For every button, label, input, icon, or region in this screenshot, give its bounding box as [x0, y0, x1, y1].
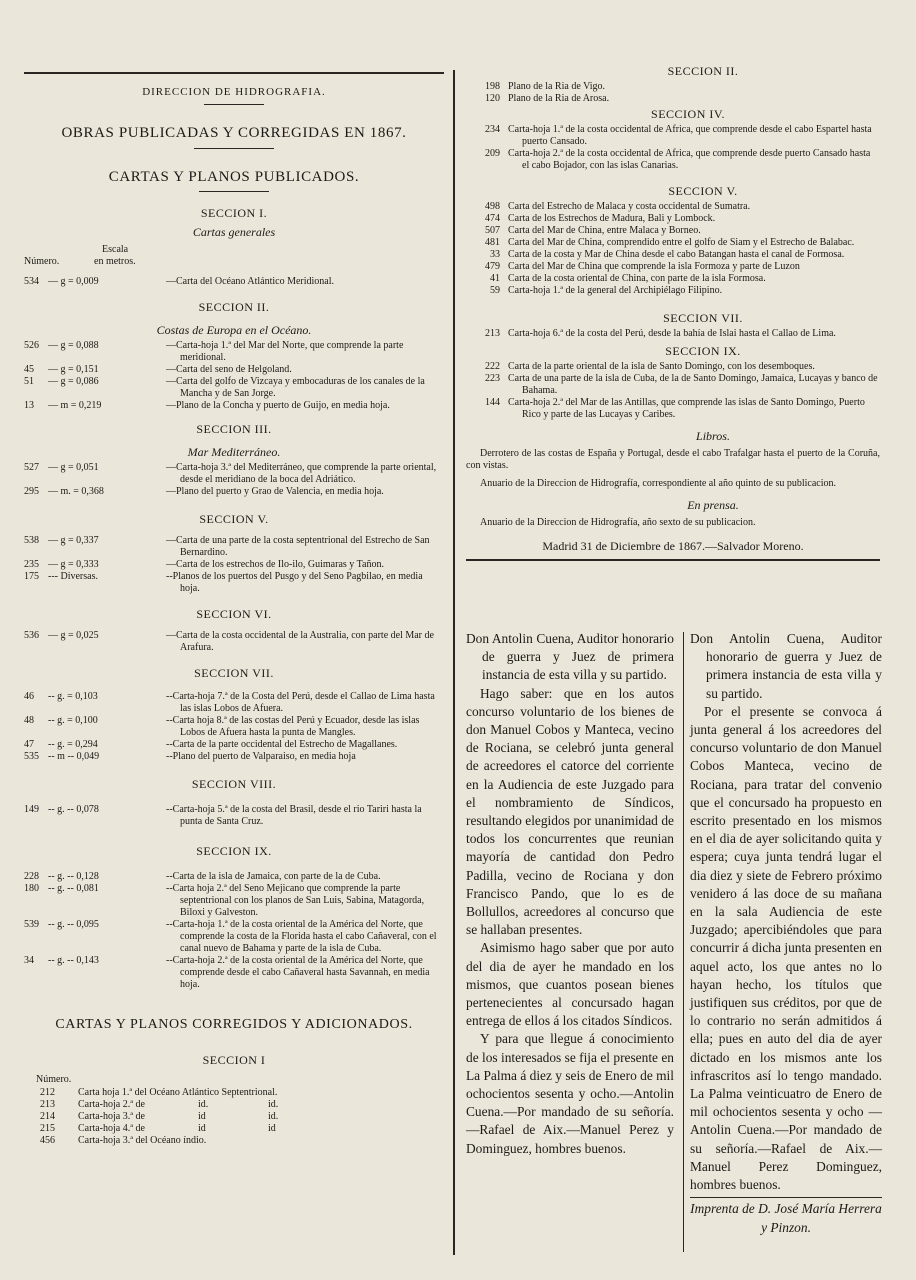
list-item: 235 — g = 0,333 —Carta de los estrechos de Ilo-ilo, Guimaras y Tañon.	[24, 559, 384, 570]
libros-2: Anuario de la Direccion de Hidrografía, correspondiente al año quinto de su publicacion.	[480, 478, 836, 489]
col-metros: en metros.	[94, 256, 136, 267]
edict-column-2	[690, 630, 882, 1237]
top-rule-left	[24, 72, 444, 74]
list-item: 41 Carta de la costa oriental de China, con parte de la isla Formosa.	[490, 273, 766, 284]
entry-list-s1	[24, 276, 444, 288]
section-title: SECCION II.	[667, 64, 739, 78]
list-item: 479 Carta del Mar de China que comprende la isla Formoza y parte de Luzon	[485, 261, 800, 272]
list-item: 209 Carta-hoja 2.ª de la costa occidental de Africa, que comprende desde puerto Cansado hasta el cabo Bojador, con las islas Canarias.	[485, 148, 871, 171]
cartas-title: CARTAS Y PLANOS PUBLICADOS.	[108, 169, 360, 185]
entry-list-s9	[24, 871, 444, 991]
list-item: 228 -- g. -- 0,128 --Carta de la isla de Jamaica, con parte de la de Cuba.	[24, 871, 381, 882]
edict-paragraph: Hago saber: que en los autos concurso voluntario de los bienes de don Manuel Cobos y Manteca, vecino de Rociana, se celebró junta general de acreedores el catorce del corriente en la Audiencia de este Juzgado para el nombramiento de Síndicos, resultando elegidos por unanimidad de todos los concurrentes que reunian mayoría de cantidad don Pedro Padilla, vecino de Rociana y don Francisco Pando, que lo es de Bollullos, acreedores al concurso que se hallaban presentes.	[466, 685, 674, 938]
list-item: 51 — g = 0,086 —Carta del golfo de Vizcaya y embocaduras de los canales de la Mancha y de San Jorge.	[24, 376, 425, 399]
list-item: 120 Plano de la Ria de Arosa.	[485, 93, 610, 104]
col-escala: Escala	[102, 244, 129, 255]
edict-heading: Don Antolin Cuena, Auditor honorario de guerra y Juez de primera instancia de esta villa y su partido.	[466, 631, 674, 683]
list-item: 34 -- g. -- 0,143 --Carta-hoja 2.ª de la costa oriental de la América del Norte, que comprende desde el cabo Cañaveral hasta Savannah, en media hoja.	[24, 955, 430, 990]
left-column	[24, 80, 444, 1147]
right-column	[466, 64, 880, 561]
section-title: SECCION IX.	[665, 344, 741, 358]
list-item: 198 Plano de la Ria de Vigo.	[485, 81, 605, 92]
entry-list-s3	[24, 462, 444, 498]
entry-list-s5	[24, 535, 444, 595]
corr-table	[24, 1087, 444, 1147]
entry-list-s8	[24, 804, 444, 828]
entry-list-r2	[466, 81, 880, 105]
corregidos-title: CARTAS Y PLANOS CORREGIDOS Y ADICIONADOS.	[55, 1017, 413, 1032]
list-item: 538 — g = 0,337 —Carta de una parte de la costa septentrional del Estrecho de San Bernardino.	[24, 535, 430, 558]
column-divider-edicts	[683, 632, 684, 1252]
list-item: 526 — g = 0,088 —Carta-hoja 1.ª del Mar del Norte, que comprende la parte meridional.	[24, 340, 404, 363]
ornament-rule	[199, 191, 269, 192]
section-title: SECCION VII.	[194, 666, 274, 680]
section-title: SECCION III.	[196, 422, 272, 436]
section-title: SECCION IX.	[196, 844, 272, 858]
edict-paragraph: Asimismo hago saber que por auto del dia de ayer he mandado en los mismos, que cuantos posean bienes pertenecientes al concursado hagan entrega de ellos á los citados Síndicos.	[466, 940, 674, 1029]
list-item: 59 Carta-hoja 1.ª de la general del Archipiélago Filipino.	[490, 285, 723, 296]
obras-title: OBRAS PUBLICADAS Y CORREGIDAS EN 1867.	[61, 125, 407, 141]
list-item: 222 Carta de la parte oriental de la isla de Santo Domingo, con los desemboques.	[485, 361, 815, 372]
table-row: 212 Carta hoja 1.ª del Océano Atlántico Septentrional.	[40, 1087, 278, 1098]
list-item: 234 Carta-hoja 1.ª de la costa occidental de Africa, que comprende desde el cabo Espartel hasta puerto Cansado.	[485, 124, 872, 147]
entry-list-s7	[24, 691, 444, 763]
list-item: 535 -- m -- 0,049 --Plano del puerto de Valparaiso, en media hoja	[24, 751, 356, 762]
prensa-1: Anuario de la Direccion de Hidrografía, año sexto de su publicacion.	[480, 517, 756, 528]
prensa-title: En prensa.	[687, 498, 739, 512]
separator-rule	[466, 559, 880, 561]
list-item: 33 Carta de la costa y Mar de China desde el cabo Batangan hasta el canal de Formosa.	[490, 249, 845, 260]
section-subtitle: Cartas generales	[192, 225, 276, 239]
libros-title: Libros.	[696, 429, 730, 443]
list-item: 295 — m. = 0,368 —Plano del puerto y Grao de Valencia, en media hoja.	[24, 486, 384, 497]
list-item: 45 — g = 0,151 —Carta del seno de Helgoland.	[24, 364, 292, 375]
list-item: 481 Carta del Mar de China, comprendido entre el golfo de Siam y el Estrecho de Balabac.	[485, 237, 855, 248]
signature-line: Madrid 31 de Diciembre de 1867.—Salvador Moreno.	[542, 539, 804, 553]
section-subtitle: Costas de Europa en el Océano.	[156, 323, 312, 337]
entry-list-r9	[466, 361, 880, 421]
section-title: SECCION VIII.	[191, 777, 277, 791]
section-title: SECCION IV.	[651, 107, 725, 121]
section-title: SECCION II.	[198, 300, 270, 314]
corr-col-numero: Número.	[36, 1074, 72, 1085]
list-item: 175 --- Diversas. --Planos de los puertos del Pusgo y del Seno Pagbilao, en media hoja.	[24, 571, 423, 594]
ornament-rule	[204, 104, 264, 105]
section-subtitle: Mar Mediterráneo.	[187, 445, 281, 459]
entry-list-s6	[24, 630, 444, 654]
list-item: 48 -- g. = 0,100 --Carta hoja 8.ª de las costas del Perú y Ecuador, desde las islas Lobos de Afuera hasta la punta de Mangles.	[24, 715, 420, 738]
list-item: 498 Carta del Estrecho de Malaca y costa occidental de Sumatra.	[485, 201, 751, 212]
edict-heading: Don Antolin Cuena, Auditor honorario de guerra y Juez de primera instancia de esta villa y su partido.	[690, 631, 882, 701]
list-item: 536 — g = 0,025 —Carta de la costa occidental de la Australia, con parte del Mar de Arafura.	[24, 630, 434, 653]
entry-list-r5	[466, 201, 880, 297]
list-item: 534 — g = 0,009 —Carta del Océano Atlántico Meridional.	[24, 276, 335, 287]
column-headers	[24, 244, 444, 270]
edict-paragraph: Por el presente se convoca á junta general á los acreedores del concurso voluntario de don Manuel Cobos Manteca, vecino de Rociana, para tratar del convenio que el concursado ha propuesto en escrito presentado en los mismos en el dia de ayer solicitando quita y espera; cuya junta tendrá lugar el dia diez y siete de Febrero próximo venidero á las doce de su mañana en la sala Audiencia de este Juzgado; apercibiéndoles que para concurrir á dicha junta presenten en aquel acto, los que antes no lo hayan hecho, los títulos que justifiquen sus créditos, por que de lo contrario no serán admitidos á ella; pues en auto del dia de ayer dictado en los mismos ante los infrascritos así lo tengo mandado. La Palma veinticuatro de Enero de mil ochocientos sesenta y ocho —Antolin Cuena.—Por mandado de su señoría.—Rafael de Aix.—Manuel Perez Dominguez, hombres buenos.	[690, 703, 882, 1193]
table-row: 456 Carta-hoja 3.ª del Océano índio.	[40, 1135, 207, 1146]
header-direccion: DIRECCION DE HIDROGRAFIA.	[142, 86, 326, 98]
list-item: 46 -- g. = 0,103 --Carta-hoja 7.ª de la Costa del Perú, desde el Callao de Lima hasta las islas Lobos de Afuera.	[24, 691, 435, 714]
list-item: 13 — m = 0,219 —Plano de la Concha y puerto de Guijo, en media hoja.	[24, 400, 390, 411]
imprenta-credit: Imprenta de D. José María Herrera y Pinzon.	[690, 1201, 882, 1235]
section-title: SECCION VII.	[663, 311, 743, 325]
table-row: 215 Carta-hoja 4.ª de id id	[40, 1123, 276, 1134]
section-title: SECCION V.	[668, 184, 738, 198]
list-item: 47 -- g. = 0,294 --Carta de la parte occidental del Estrecho de Magallanes.	[24, 739, 398, 750]
entry-list-r7	[466, 328, 880, 340]
column-divider-main	[453, 70, 455, 1255]
entry-list-r4	[466, 124, 880, 172]
section-title: SECCION I	[202, 1053, 266, 1067]
section-title: SECCION V.	[199, 512, 269, 526]
ornament-rule	[194, 148, 274, 149]
libros-1: Derrotero de las costas de España y Portugal, desde el cabo Trafalgar hasta el puerto de la Coruña, con vistas.	[466, 448, 880, 471]
col-numero: Número.	[24, 256, 60, 267]
separator-rule	[690, 1197, 882, 1198]
list-item: 213 Carta-hoja 6.ª de la costa del Perú, desde la bahía de Islai hasta el Callao de Lima.	[485, 328, 836, 339]
entry-list-s2	[24, 340, 444, 412]
list-item: 144 Carta-hoja 2.ª del Mar de las Antillas, que comprende las islas de Santo Domingo, Puerto Rico y parte de las Lucayas y Caribes.	[485, 397, 865, 420]
edict-paragraph: Y para que llegue á conocimiento de los interesados se fija el presente en La Palma á diez y seis de Enero de mil ochocientos sesenta y ocho.—Antolin Cuena.—Por mandado de su señoría.—Rafael de Aix.—Manuel Perez y Dominguez, hombres buenos.	[466, 1031, 674, 1156]
list-item: 149 -- g. -- 0,078 --Carta-hoja 5.ª de la costa del Brasil, desde el rio Tariri hasta la punta de Santa Cruz.	[24, 804, 422, 827]
list-item: 223 Carta de una parte de la isla de Cuba, de la de Santo Domingo, Jamaica, Lucayas y banco de Bahama.	[485, 373, 878, 396]
edict-column-1	[466, 630, 674, 1158]
list-item: 527 — g = 0,051 —Carta-hoja 3.ª del Mediterráneo, que comprende la parte oriental, desde el meridiano de la boca del Adriático.	[24, 462, 437, 485]
section-title: SECCION I.	[200, 206, 268, 220]
list-item: 180 -- g. -- 0,081 --Carta hoja 2.ª del Seno Mejicano que comprende la parte septentrional con los planos de San Luis, Sabina, Matagorda, Biloxi y Galveston.	[24, 883, 425, 918]
list-item: 474 Carta de los Estrechos de Madura, Bali y Lombock.	[485, 213, 716, 224]
table-row: 213 Carta-hoja 2.ª de id. id.	[40, 1099, 279, 1110]
table-row: 214 Carta-hoja 3.ª de id id.	[40, 1111, 279, 1122]
list-item: 539 -- g. -- 0,095 --Carta-hoja 1.ª de la costa oriental de la América del Norte, que comprende la costa de la Florida hasta el cabo Cañaveral, con el canal nuevo de Bahama y parte de la isla de Cuba.	[24, 919, 437, 954]
section-title: SECCION VI.	[196, 607, 272, 621]
list-item: 507 Carta del Mar de China, entre Malaca y Borneo.	[485, 225, 701, 236]
